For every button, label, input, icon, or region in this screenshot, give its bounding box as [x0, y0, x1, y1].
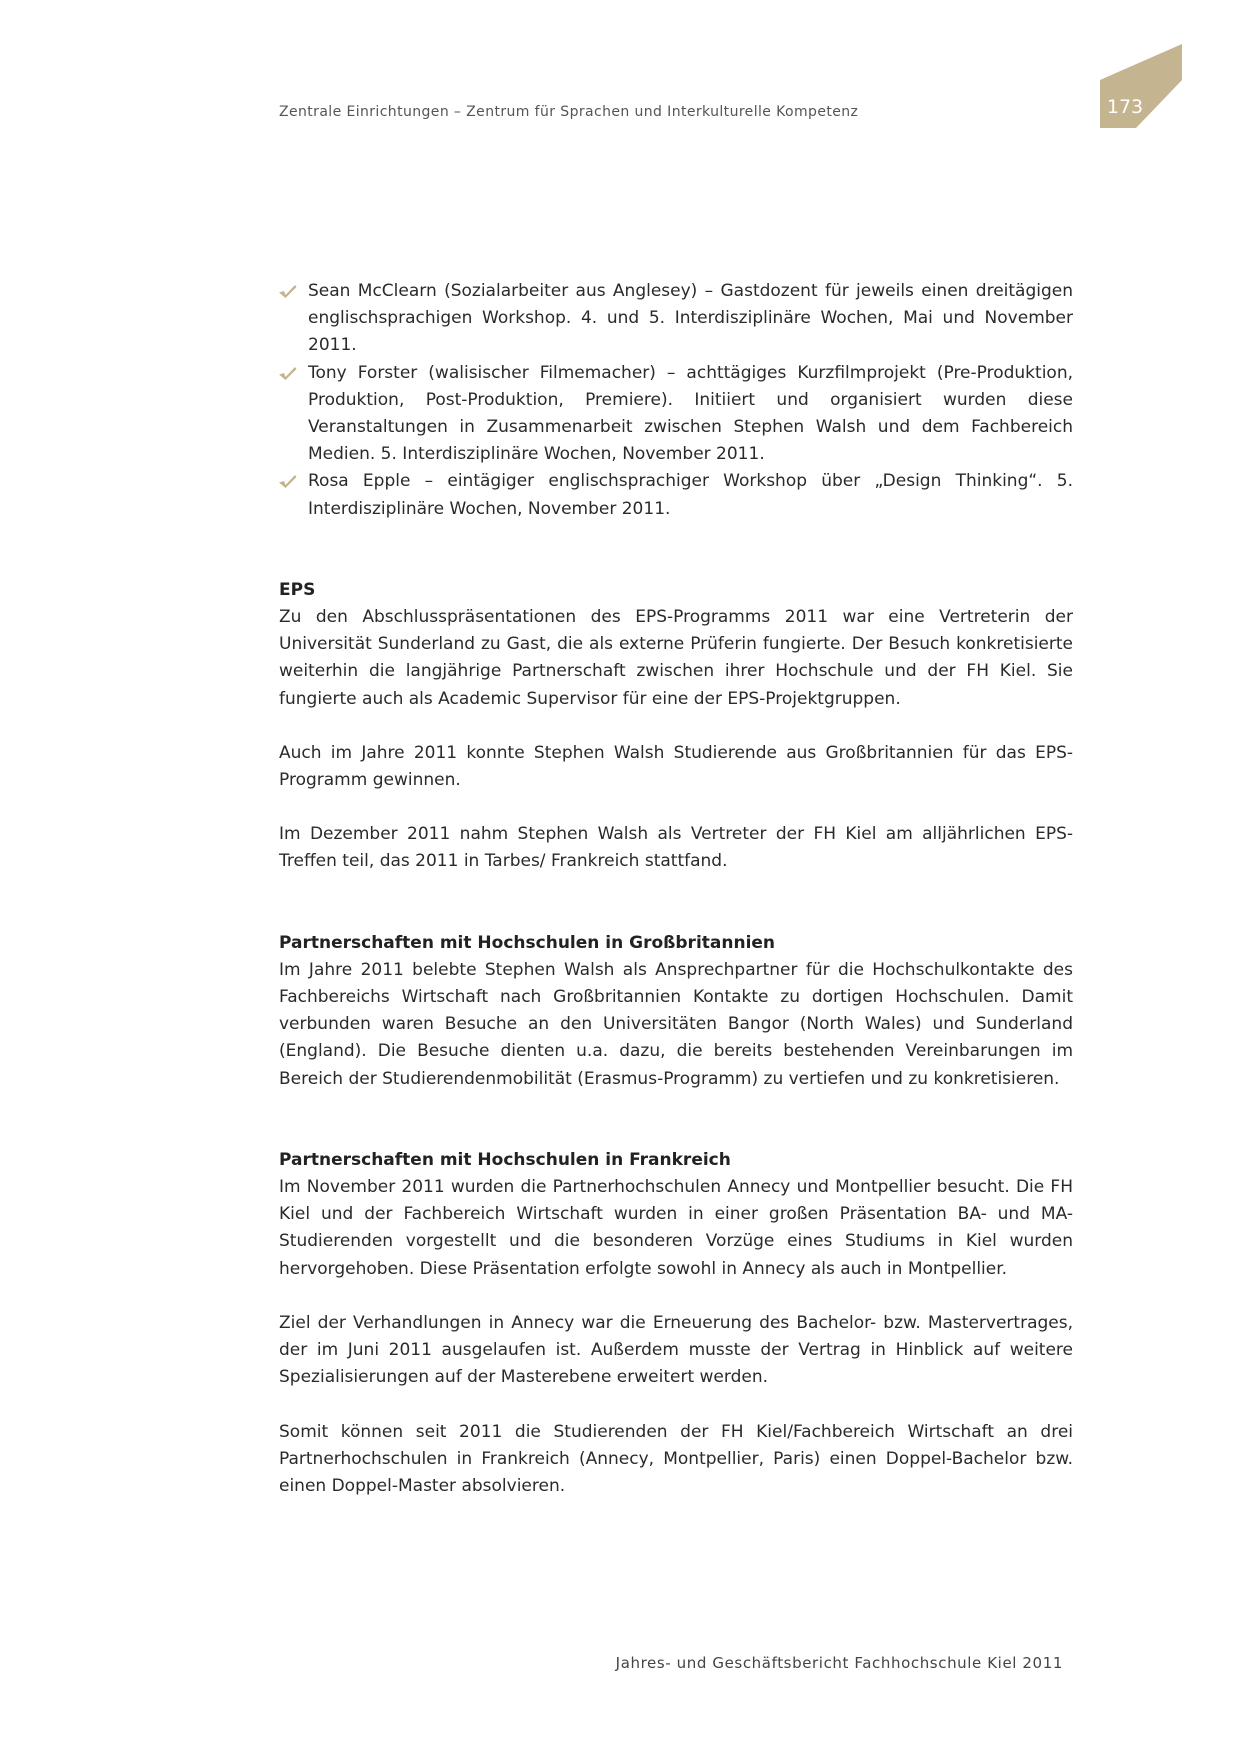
bullet-list: [279, 278, 1073, 523]
list-item: [279, 468, 1073, 522]
check-mark-icon: [279, 284, 297, 298]
list-item-text: Rosa Epple – eintägiger englischsprachiger Workshop über „Design Thinking“. 5. Interdisziplinäre Wochen, November 2011.: [308, 471, 1073, 519]
main-content: [279, 278, 1073, 1500]
paragraph: Ziel der Verhandlungen in Annecy war die Erneuerung des Bachelor- bzw. Mastervertrages, der im Juni 2011 ausgelaufen ist. Außerdem musste der Vertrag in Hinblick auf weitere Spezialisierungen auf der Masterebene erweitert werden.: [279, 1312, 1073, 1388]
section-partnerships-france: [279, 1147, 1073, 1500]
paragraph: Im Jahre 2011 belebte Stephen Walsh als Ansprechpartner für die Hochschulkontakte des Fachbereichs Wirtschaft nach Großbritannien Kontakte zu dortigen Hochschulen. Damit verbunden waren Besuche an den Universitäten Bangor (North Wales) und Sunderland (England). Die Besuche dienten u.a. dazu, die bereits bestehenden Vereinbarungen im Bereich der Studierendenmobilität (Erasmus-Programm) zu vertiefen und zu konkretisieren.: [279, 959, 1073, 1089]
list-item-text: Sean McClearn (Sozialarbeiter aus Anglesey) – Gastdozent für jeweils einen dreitägigen englischsprachigen Workshop. 4. und 5. Interdisziplinäre Wochen, Mai und November 2011.: [308, 281, 1073, 356]
running-header: Zentrale Einrichtungen – Zentrum für Sprachen und Interkulturelle Kompetenz: [279, 104, 859, 120]
check-mark-icon: [279, 366, 297, 380]
list-item: [279, 278, 1073, 360]
section-eps: [279, 577, 1073, 876]
paragraph: Im November 2011 wurden die Partnerhochschulen Annecy und Montpellier besucht. Die FH Kiel und der Fachbereich Wirtschaft wurden in einer großen Präsentation BA- und MA-Studierenden vorgestellt und die besonderen Vorzüge eines Studiums in Kiel wurden hervorgehoben. Diese Präsentation erfolgte sowohl in Annecy als auch in Montpellier.: [279, 1177, 1073, 1279]
section-heading: Partnerschaften mit Hochschulen in Frankreich: [279, 1149, 731, 1170]
paragraph: Auch im Jahre 2011 konnte Stephen Walsh Studierende aus Großbritannien für das EPS-Programm gewinnen.: [279, 742, 1073, 791]
paragraph: Somit können seit 2011 die Studierenden der FH Kiel/Fachbereich Wirtschaft an drei Partnerhochschulen in Frankreich (Annecy, Montpellier, Paris) einen Doppel-Bachelor bzw. einen Doppel-Master absolvieren.: [279, 1421, 1073, 1496]
check-mark-icon: [279, 474, 297, 488]
paragraph: Im Dezember 2011 nahm Stephen Walsh als Vertreter der FH Kiel am alljährlichen EPS-Treffen teil, das 2011 in Tarbes/ Frankreich stattfand.: [279, 824, 1073, 872]
list-item-text: Tony Forster (walisischer Filmemacher) – achttägiges Kurzfilmprojekt (Pre-Produktion, Produktion, Post-Produktion, Premiere). Initiiert und organisiert wurden diese Veranstaltungen in Zusammenarbeit zwischen Stephen Walsh und dem Fachbereich Medien. 5. Interdisziplinäre Wochen, November 2011.: [308, 362, 1073, 465]
paragraph: Zu den Abschlusspräsentationen des EPS-Programms 2011 war eine Vertreterin der Universität Sunderland zu Gast, die als externe Prüferin fungierte. Der Besuch konkretisierte weiterhin die langjährige Partnerschaft zwischen ihrer Hochschule und der FH Kiel. Sie fungierte auch als Academic Supervisor für eine der EPS-Projektgruppen.: [279, 607, 1073, 709]
page-footer: Jahres- und Geschäftsbericht Fachhochschule Kiel 2011: [615, 1654, 1063, 1672]
section-heading: EPS: [279, 579, 316, 600]
page-number: 173: [1106, 96, 1144, 118]
list-item: [279, 360, 1073, 469]
section-heading: Partnerschaften mit Hochschulen in Großbritannien: [279, 932, 776, 953]
section-partnerships-great-britain: [279, 930, 1073, 1093]
